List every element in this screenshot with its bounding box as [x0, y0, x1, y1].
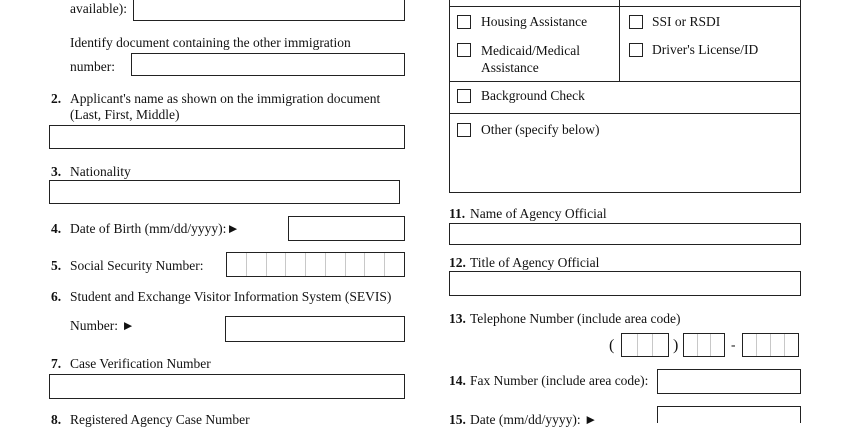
q8-number: 8. — [51, 412, 62, 427]
background-check-checkbox[interactable] — [457, 89, 471, 103]
q14-label: Fax Number (include area code): — [470, 373, 649, 388]
housing-assistance-checkbox[interactable] — [457, 15, 471, 29]
q11-label: Name of Agency Official — [470, 206, 607, 221]
area-code-close-paren: ) — [673, 337, 679, 354]
fax-number-field[interactable] — [657, 369, 801, 394]
medicaid-checkbox[interactable] — [457, 43, 471, 57]
ssi-rsdi-checkbox[interactable] — [629, 15, 643, 29]
case-verification-field[interactable] — [49, 374, 405, 399]
q6-sublabel: Number: ► — [70, 318, 135, 333]
other-benefit-label: Other (specify below) — [481, 122, 600, 137]
drivers-license-label: Driver's License/ID — [652, 42, 759, 57]
q12-number: 12. — [449, 255, 466, 270]
q13-number: 13. — [449, 311, 466, 326]
q3-number: 3. — [51, 164, 62, 179]
agency-official-name-field[interactable] — [449, 223, 801, 245]
ssi-rsdi-label: SSI or RSDI — [652, 14, 721, 29]
q2-label: Applicant's name as shown on the immigration document — [70, 91, 381, 106]
sevis-number-field[interactable] — [225, 316, 405, 342]
q6-number: 6. — [51, 289, 62, 304]
medicaid-label-line2: Assistance — [481, 60, 539, 75]
q14-number: 14. — [449, 373, 466, 388]
q6-label: Student and Exchange Visitor Information System (SEVIS) — [70, 289, 392, 304]
available-label: available): — [70, 1, 127, 16]
q2-sublabel: (Last, First, Middle) — [70, 107, 180, 122]
phone-dash: - — [731, 337, 736, 352]
q3-label: Nationality — [70, 164, 131, 179]
q7-number: 7. — [51, 356, 62, 371]
date-field[interactable] — [657, 406, 801, 423]
q11-number: 11. — [449, 206, 466, 221]
other-doc-label: Identify document containing the other immigration — [70, 35, 351, 50]
q5-label: Social Security Number: — [70, 258, 204, 273]
other-doc-number-field[interactable] — [131, 53, 405, 76]
agency-official-title-field[interactable] — [449, 271, 801, 296]
q15-label: Date (mm/dd/yyyy): ► — [470, 412, 598, 427]
nationality-field[interactable] — [49, 180, 400, 204]
q8-label: Registered Agency Case Number — [70, 412, 250, 427]
medicaid-label: Medicaid/Medical — [481, 43, 580, 58]
background-check-label: Background Check — [481, 88, 585, 103]
phone-prefix-field[interactable] — [683, 333, 725, 357]
q4-label: Date of Birth (mm/dd/yyyy):► — [70, 221, 240, 236]
ssn-field[interactable] — [226, 252, 405, 277]
drivers-license-checkbox[interactable] — [629, 43, 643, 57]
phone-area-code-field[interactable] — [621, 333, 669, 357]
q2-number: 2. — [51, 91, 62, 106]
q7-label: Case Verification Number — [70, 356, 211, 371]
other-benefit-checkbox[interactable] — [457, 123, 471, 137]
area-code-open-paren: ( — [609, 337, 615, 354]
date-of-birth-field[interactable] — [288, 216, 405, 241]
alien-number-field[interactable] — [133, 0, 405, 21]
q12-label: Title of Agency Official — [470, 255, 600, 270]
q4-number: 4. — [51, 221, 62, 236]
other-doc-number-label: number: — [70, 59, 115, 74]
q5-number: 5. — [51, 258, 62, 273]
housing-assistance-label: Housing Assistance — [481, 14, 588, 29]
phone-line-field[interactable] — [742, 333, 799, 357]
q13-label: Telephone Number (include area code) — [470, 311, 681, 326]
applicant-name-field[interactable] — [49, 125, 405, 149]
q15-number: 15. — [449, 412, 466, 427]
